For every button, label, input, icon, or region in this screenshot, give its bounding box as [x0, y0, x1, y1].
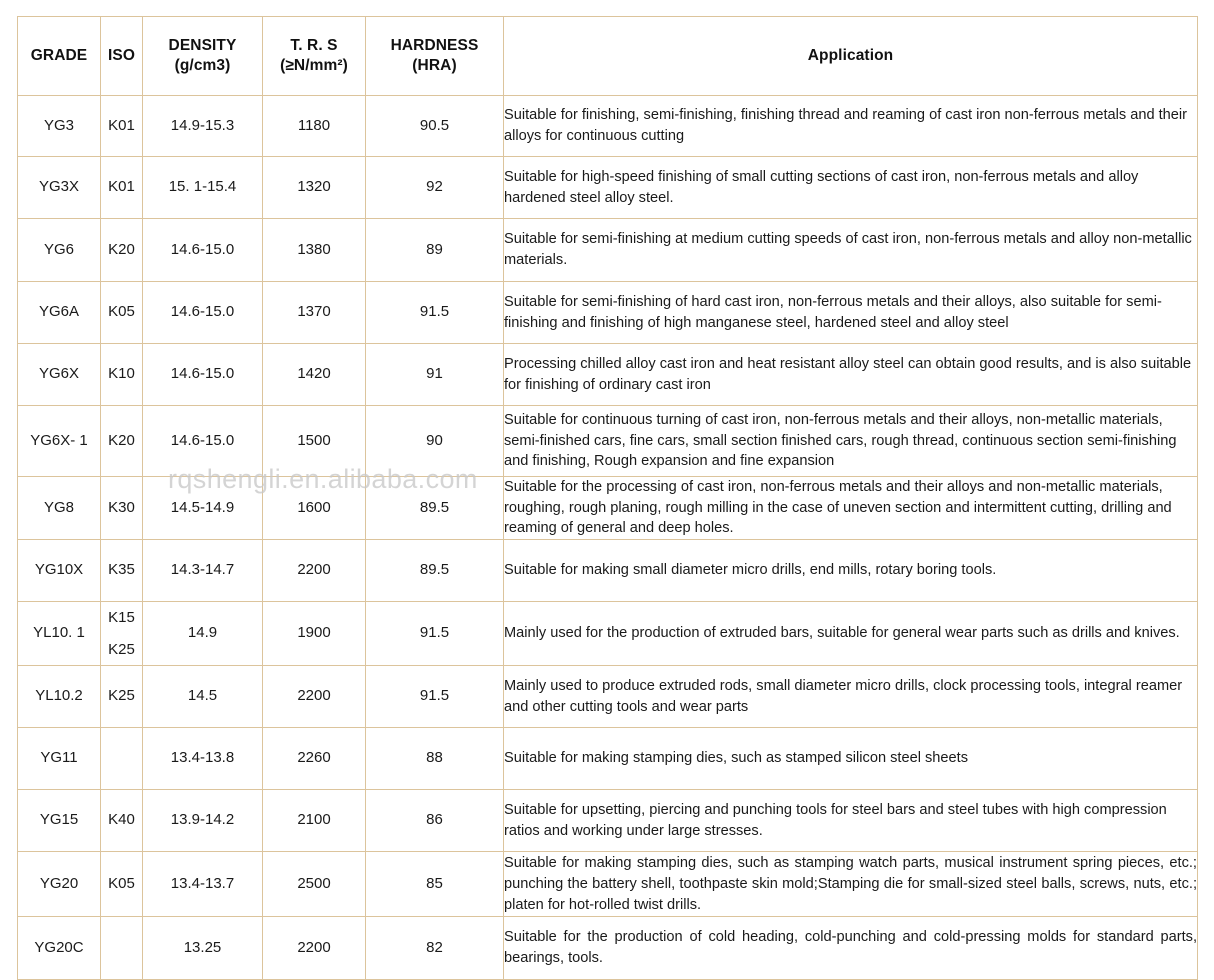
cell-application-value: Suitable for making small diameter micro drills, end mills, rotary boring tools. — [504, 562, 997, 579]
cell-application — [504, 157, 1198, 219]
cell-application — [504, 344, 1198, 406]
cell-iso — [101, 344, 143, 406]
cell-application — [504, 917, 1198, 980]
cell-hardness — [366, 728, 504, 790]
cell-application — [504, 666, 1198, 728]
cell-grade-value: YL10. 1 — [33, 624, 85, 642]
cell-density — [143, 219, 263, 282]
cell-iso — [101, 666, 143, 728]
cell-hardness — [366, 852, 504, 917]
cell-hardness-value: 89.5 — [419, 561, 450, 579]
column-header-grade — [18, 17, 101, 96]
cell-hardness — [366, 666, 504, 728]
cell-density-value: 14.5 — [187, 687, 218, 705]
cell-application — [504, 282, 1198, 344]
cell-iso — [101, 540, 143, 602]
cell-density — [143, 406, 263, 477]
table-body — [18, 96, 1198, 980]
cell-grade-value: YG6 — [43, 240, 74, 258]
cell-grade — [18, 540, 101, 602]
cell-trs-value: 1370 — [297, 303, 331, 321]
cell-trs-value: 2500 — [297, 874, 331, 892]
cell-density — [143, 852, 263, 917]
cell-grade-value: YG11 — [40, 749, 78, 767]
cell-density — [143, 917, 263, 980]
cell-hardness — [366, 790, 504, 852]
cell-density-value: 14.6-15.0 — [170, 240, 235, 258]
cell-hardness-value: 89.5 — [419, 498, 450, 516]
table-row — [18, 406, 1198, 477]
cell-density-value: 13.25 — [183, 938, 222, 956]
cell-trs-value: 1180 — [297, 116, 331, 134]
cell-iso-value: K25 — [108, 687, 135, 705]
cell-hardness — [366, 602, 504, 666]
cell-iso — [101, 728, 143, 790]
table-row — [18, 157, 1198, 219]
cell-density — [143, 96, 263, 157]
cell-density — [143, 344, 263, 406]
cell-application — [504, 540, 1198, 602]
cell-hardness-value: 85 — [426, 874, 443, 892]
cell-grade — [18, 96, 101, 157]
cell-iso-value: K35 — [108, 561, 135, 579]
cell-trs — [263, 602, 366, 666]
cell-density-value: 13.4-13.7 — [170, 874, 235, 892]
cell-hardness-value: 91 — [426, 365, 443, 383]
table-row — [18, 666, 1198, 728]
cell-grade — [18, 790, 101, 852]
cell-application — [504, 219, 1198, 282]
cell-hardness — [366, 540, 504, 602]
column-header-iso — [101, 17, 143, 96]
cell-application — [504, 477, 1198, 540]
table-header-row — [18, 17, 1198, 96]
cell-trs-value: 2200 — [297, 938, 331, 956]
cell-hardness-value: 89 — [426, 240, 443, 258]
column-header-density-line2: (g/cm3) — [174, 57, 231, 74]
cell-trs — [263, 219, 366, 282]
cell-trs — [263, 666, 366, 728]
cell-trs-value: 1420 — [297, 365, 331, 383]
column-header-application — [504, 17, 1198, 96]
cell-iso — [101, 790, 143, 852]
cell-iso-value-2: K25 — [108, 640, 135, 658]
cell-hardness-value: 91.5 — [419, 624, 450, 642]
cell-application-value: Processing chilled alloy cast iron and heat resistant alloy steel can obtain good results, and is also suitable for finishing of ordinary cast iron — [504, 355, 1192, 393]
column-header-trs-line1: T. R. S — [290, 36, 338, 54]
cell-application-value: Suitable for making stamping dies, such as stamped silicon steel sheets — [504, 750, 968, 767]
cell-iso-value: K05 — [108, 303, 135, 321]
cell-application-value: Suitable for the processing of cast iron, non-ferrous metals and their alloys and non-metallic materials, roughing, rough planing, rough milling in the case of uneven section and intermittent cutting, drilling and reaming of general and deep holes. — [504, 479, 1172, 537]
cell-grade-value: YG6A — [38, 303, 80, 321]
cell-density-value: 14.6-15.0 — [170, 303, 235, 321]
cell-grade — [18, 406, 101, 477]
cell-grade-value: YL10.2 — [35, 687, 83, 705]
cell-trs-value: 2260 — [297, 749, 331, 767]
cell-grade-value: YG10X — [34, 561, 84, 579]
table-row — [18, 540, 1198, 602]
cell-application-value: Suitable for semi-finishing of hard cast iron, non-ferrous metals and their alloys, also suitable for semi-finishing and finishing of high manganese steel, hardened steel and alloy steel — [504, 293, 1162, 331]
cell-hardness — [366, 96, 504, 157]
cell-iso — [101, 477, 143, 540]
cell-grade — [18, 728, 101, 790]
cell-trs — [263, 96, 366, 157]
cell-iso — [101, 282, 143, 344]
cell-trs — [263, 540, 366, 602]
cell-density-value: 15. 1-15.4 — [168, 178, 237, 196]
watermark-text: rqshengli.en.alibaba.com — [168, 464, 478, 494]
cell-hardness-value: 88 — [426, 749, 443, 767]
cell-grade-value: YG6X- 1 — [30, 431, 88, 449]
cell-grade — [18, 477, 101, 540]
cell-hardness-value: 90.5 — [419, 116, 450, 134]
cell-density-value: 14.9 — [187, 624, 218, 642]
table-header — [18, 17, 1198, 96]
cell-trs-value: 2100 — [297, 811, 331, 829]
cell-iso — [101, 852, 143, 917]
cell-hardness — [366, 477, 504, 540]
cell-density-value: 14.5-14.9 — [170, 498, 235, 516]
cell-trs — [263, 790, 366, 852]
cell-application — [504, 728, 1198, 790]
cell-iso-value: K05 — [108, 874, 135, 892]
cell-iso-value-1: K15 — [108, 609, 135, 627]
column-header-trs — [263, 17, 366, 96]
table-row — [18, 852, 1198, 917]
cell-iso — [101, 157, 143, 219]
column-header-density — [143, 17, 263, 96]
cell-density — [143, 157, 263, 219]
column-header-application-line1: Application — [807, 46, 894, 64]
cell-grade-value: YG8 — [43, 498, 74, 516]
cell-application — [504, 852, 1198, 917]
cell-application-value: Mainly used for the production of extruded bars, suitable for general wear parts such as drills and knives. — [504, 625, 1180, 642]
cell-application — [504, 96, 1198, 157]
cell-hardness — [366, 219, 504, 282]
cell-hardness-value: 86 — [426, 811, 443, 829]
cell-iso-value: K01 — [108, 116, 135, 134]
cell-iso-value: K10 — [108, 365, 135, 383]
cell-application-value: Mainly used to produce extruded rods, small diameter micro drills, clock processing tools, integral reamer and other cutting tools and wear parts — [504, 677, 1183, 715]
cell-density-value: 13.4-13.8 — [170, 749, 235, 767]
cell-trs-value: 1900 — [297, 624, 331, 642]
column-header-density-line1: DENSITY — [168, 36, 237, 54]
column-header-hardness — [366, 17, 504, 96]
cell-density — [143, 282, 263, 344]
cell-application-value: Suitable for continuous turning of cast iron, non-ferrous metals and their alloys, non-metallic materials, semi-finished cars, fine cars, small section finished cars, rough thread, continuous section semi-finishing and finishing, Rough expansion and fine expansion — [504, 411, 1177, 470]
cell-trs-value: 2200 — [297, 561, 331, 579]
cell-iso — [101, 406, 143, 477]
cell-iso-value: K20 — [108, 431, 135, 449]
cell-trs-value: 2200 — [297, 687, 331, 705]
cell-application-value: Suitable for the production of cold heading, cold-punching and cold-pressing molds for standard parts, bearings, tools. — [504, 929, 1197, 967]
cell-trs-value: 1600 — [297, 498, 331, 516]
cell-application-value: Suitable for upsetting, piercing and punching tools for steel bars and steel tubes with high compression ratios and working under large stresses. — [504, 801, 1167, 839]
cell-grade-value: YG20C — [34, 938, 84, 956]
table-row — [18, 96, 1198, 157]
cell-grade — [18, 852, 101, 917]
cell-application-value: Suitable for making stamping dies, such as stamping watch parts, musical instrument spring pieces, etc.; punching the battery shell, toothpaste skin mold;Stamping die for small-sized steel balls, screws, nuts, etc.; platen for hot-rolled twist drills. — [504, 855, 1197, 913]
cell-grade — [18, 344, 101, 406]
table-row — [18, 219, 1198, 282]
column-header-hardness-line2: (HRA) — [412, 57, 457, 74]
cell-hardness — [366, 282, 504, 344]
cell-application-value: Suitable for semi-finishing at medium cutting speeds of cast iron, non-ferrous metals and alloy non-metallic materials. — [504, 231, 1192, 268]
cell-iso — [101, 96, 143, 157]
cell-trs — [263, 728, 366, 790]
cell-grade-value: YG20 — [39, 874, 79, 892]
cell-grade — [18, 282, 101, 344]
cell-hardness-value: 91.5 — [419, 687, 450, 705]
cell-application-value: Suitable for finishing, semi-finishing, finishing thread and reaming of cast iron non-ferrous metals and their alloys for continuous cutting — [504, 107, 1188, 144]
cell-density — [143, 477, 263, 540]
column-header-grade-line1: GRADE — [30, 46, 88, 64]
cell-hardness-value: 92 — [426, 178, 443, 196]
cell-grade — [18, 666, 101, 728]
cell-iso — [101, 917, 143, 980]
table-row — [18, 282, 1198, 344]
column-header-trs-line2: (≥N/mm²) — [280, 57, 348, 74]
cell-iso-value: K40 — [108, 811, 135, 829]
cell-hardness — [366, 917, 504, 980]
column-header-hardness-line1: HARDNESS — [390, 36, 479, 54]
cell-grade-value: YG15 — [39, 811, 79, 829]
cell-grade-value: YG6X — [38, 365, 80, 383]
cell-grade — [18, 917, 101, 980]
cell-hardness — [366, 157, 504, 219]
cell-trs — [263, 406, 366, 477]
cell-hardness — [366, 406, 504, 477]
cell-application — [504, 790, 1198, 852]
cell-density — [143, 728, 263, 790]
cell-trs — [263, 917, 366, 980]
cell-iso — [101, 219, 143, 282]
cell-hardness-value: 82 — [426, 938, 443, 956]
cell-grade — [18, 602, 101, 666]
cell-density-value: 14.6-15.0 — [170, 365, 235, 383]
cell-density — [143, 790, 263, 852]
cell-density-value: 14.6-15.0 — [170, 431, 235, 449]
cell-hardness-value: 90 — [426, 431, 443, 449]
cell-grade — [18, 157, 101, 219]
cell-iso-value: K30 — [108, 498, 135, 516]
cell-density — [143, 602, 263, 666]
column-header-iso-line1: ISO — [107, 46, 135, 64]
cell-trs-value: 1320 — [297, 178, 331, 196]
cell-application — [504, 602, 1198, 666]
cell-hardness-value: 91.5 — [419, 303, 450, 321]
cell-density-value: 14.3-14.7 — [170, 561, 235, 579]
cell-trs — [263, 157, 366, 219]
cell-trs-value: 1500 — [297, 431, 331, 449]
table-row — [18, 917, 1198, 980]
cell-hardness — [366, 344, 504, 406]
cell-iso-value: K01 — [108, 178, 135, 196]
cell-density — [143, 540, 263, 602]
cell-density-value: 13.9-14.2 — [170, 811, 235, 829]
cell-grade-value: YG3 — [43, 116, 74, 134]
cell-grade-value: YG3X — [38, 178, 80, 196]
table-row — [18, 344, 1198, 406]
cell-density-value: 14.9-15.3 — [170, 116, 235, 134]
cell-iso-value: K20 — [108, 240, 135, 258]
cell-trs — [263, 852, 366, 917]
cell-application-value: Suitable for high-speed finishing of small cutting sections of cast iron, non-ferrous metals and alloy hardened steel alloy steel. — [504, 168, 1139, 206]
cell-trs — [263, 477, 366, 540]
cell-density — [143, 666, 263, 728]
cell-application — [504, 406, 1198, 477]
cell-trs — [263, 344, 366, 406]
cell-trs — [263, 282, 366, 344]
carbide-grade-table — [17, 16, 1198, 980]
cell-grade — [18, 219, 101, 282]
cell-trs-value: 1380 — [297, 240, 331, 258]
cell-iso — [101, 602, 143, 666]
table-row — [18, 728, 1198, 790]
table-row — [18, 790, 1198, 852]
table-row — [18, 477, 1198, 540]
table-row — [18, 602, 1198, 666]
